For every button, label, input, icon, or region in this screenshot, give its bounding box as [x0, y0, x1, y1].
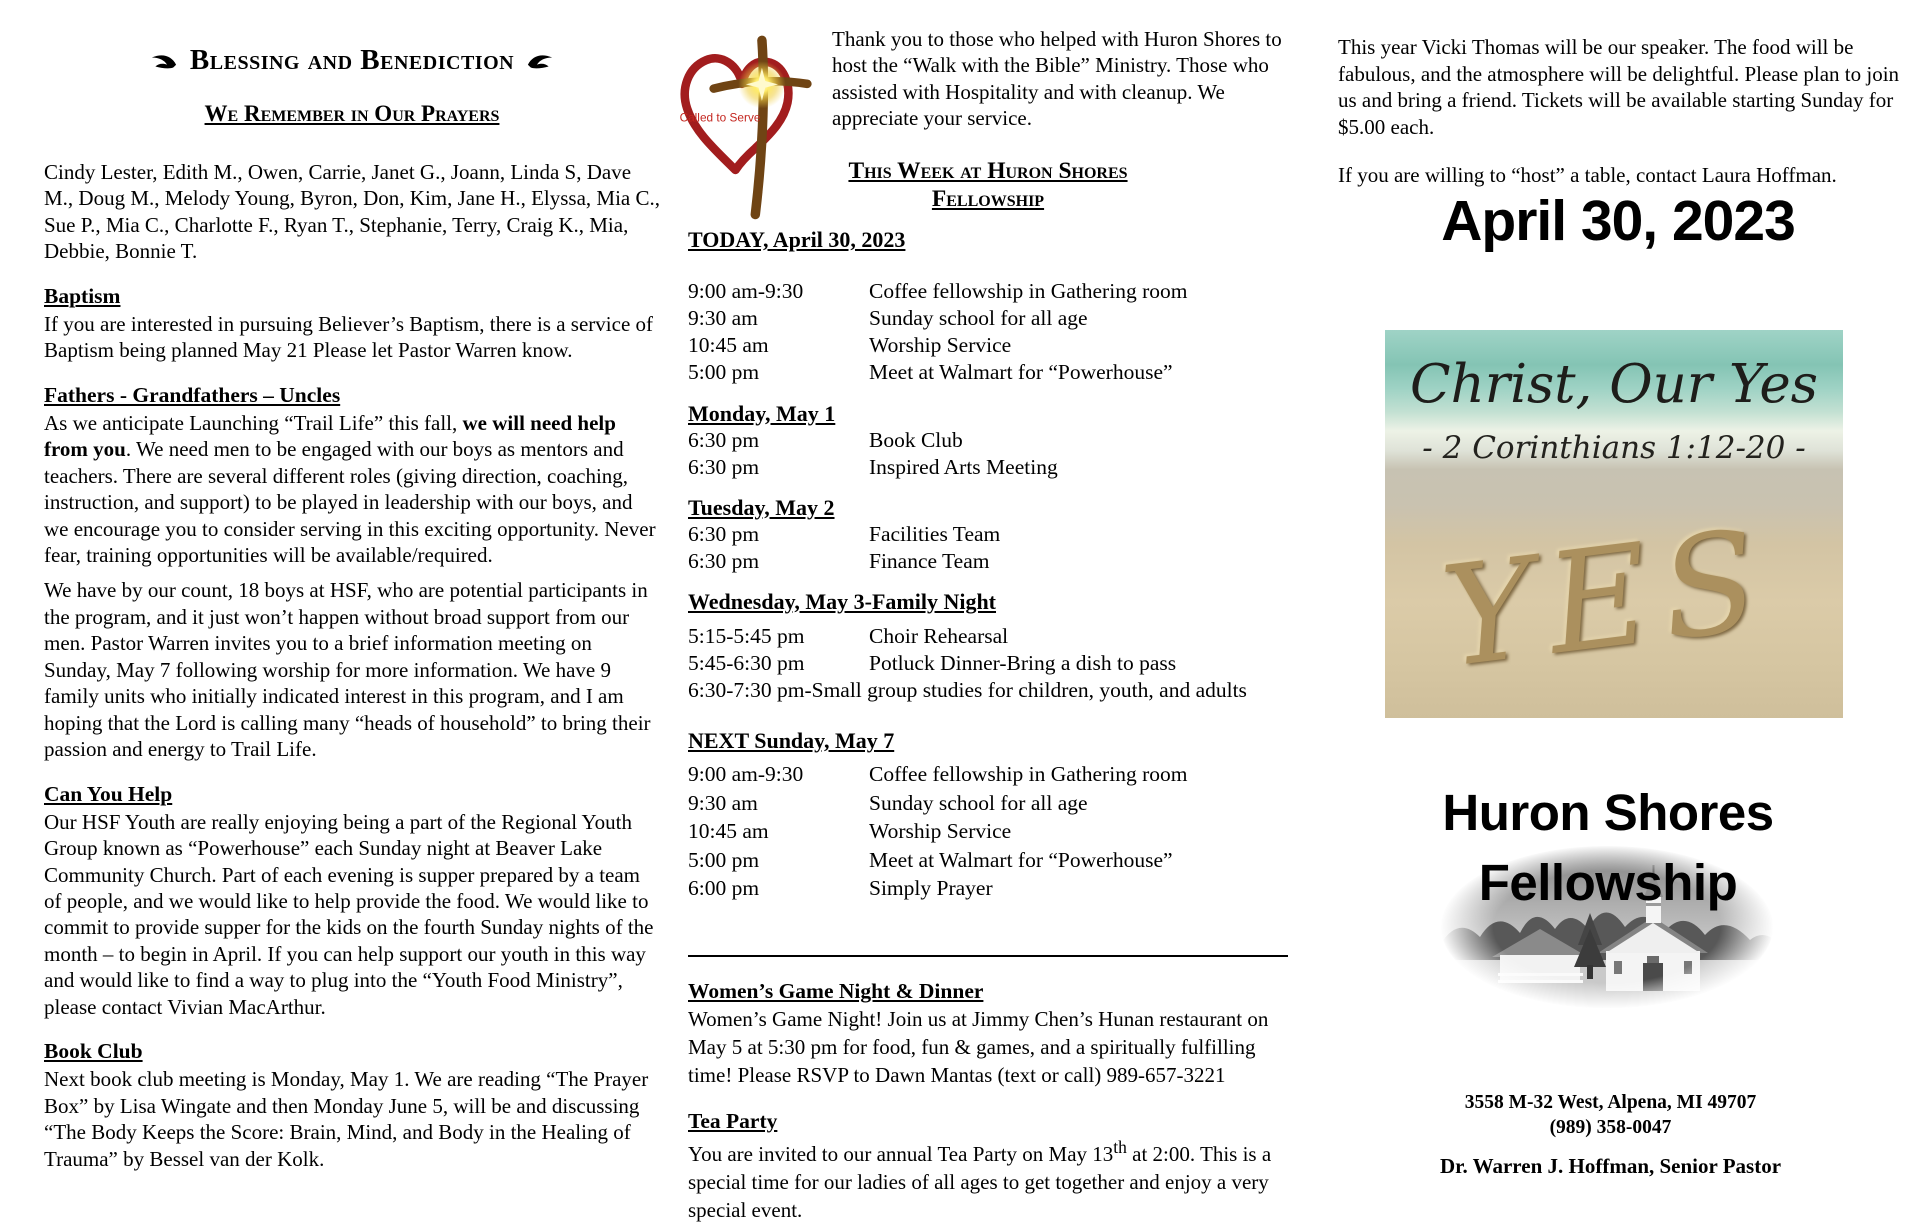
schedule-rows-monday	[688, 427, 1288, 481]
schedule-row	[688, 454, 1288, 481]
book-club-body: Next book club meeting is Monday, May 1. We are reading “The Prayer Box” by Lisa Wingate and then Monday June 5, will be and discussing “The Body Keeps the Score: Brain, Mind, and Body in the Healing of Trauma” by Bessel van der Kolk.	[44, 1067, 649, 1171]
baptism-heading: Baptism	[44, 283, 121, 308]
womens-game-night-body: Women’s Game Night! Join us at Jimmy Chen’s Hunan restaurant on May 5 at 5:30 pm for food, fun & games, and a spiritually fulfilling time! Please RSVP to Dawn Mantas (text or call) 989-657-3221	[688, 1007, 1269, 1087]
schedule-row	[688, 332, 1288, 359]
fathers-text-after: . We need men to be engaged with our boys as mentors and teachers. There are several different roles (giving direction, coaching, instruction, and support) to be played in leadership with our boys, and we encourage you to consider serving in this exciting opportunity. Never fear, training opportunities will be available/required.	[44, 437, 656, 567]
schedule-row	[688, 623, 1288, 650]
this-week-line1: This Week at Huron Shores	[848, 157, 1128, 184]
schedule-section-today	[688, 227, 1288, 386]
schedule-row	[688, 760, 1288, 789]
event-time: 6:30 pm	[688, 521, 760, 546]
beach-title: Christ, Our Yes	[1410, 354, 1818, 415]
event-time: 9:30 am	[688, 790, 758, 815]
org-name-block	[1338, 778, 1878, 919]
bulletin-date: April 30, 2023	[1441, 189, 1795, 253]
church-address	[1338, 1090, 1883, 1141]
event-time: 6:30 pm	[688, 454, 760, 479]
event-time: 6:00 pm	[688, 876, 760, 901]
called-to-serve-logo	[672, 28, 814, 224]
event-description: Potluck Dinner-Bring a dish to pass	[869, 650, 1177, 675]
center-header	[679, 26, 1288, 132]
small-group-studies-line: 6:30-7:30 pm-Small group studies for children, youth, and adults	[688, 678, 1247, 703]
schedule-row	[688, 789, 1288, 818]
baptism-body: If you are interested in pursuing Believer’s Baptism, there is a service of Baptism being planned May 21 Please let Pastor Warren know.	[44, 311, 654, 363]
floral-flourish-icon	[150, 52, 177, 72]
schedule-row	[688, 650, 1288, 677]
host-table-note: If you are willing to “host” a table, contact Laura Hoffman.	[1338, 163, 1837, 187]
org-name-line1: Huron Shores	[1442, 784, 1774, 841]
schedule-row	[688, 846, 1288, 875]
schedule-rows-next-sunday	[688, 760, 1288, 903]
tea-party-text-after: at 2:00. This is a special time for our ladies of all ages to get together and enjoy a very special event.	[688, 1141, 1272, 1222]
logo-caption: Called to Serve	[679, 110, 761, 125]
tea-party-body	[688, 1136, 1288, 1225]
speaker-announcement: This year Vicki Thomas will be our speaker. The food will be fabulous, and the atmosphere will be delightful. Please plan to join us and bring a friend. Tickets will be available starting Sunday for $5.00 each.	[1338, 35, 1900, 139]
floral-flourish-icon	[527, 52, 554, 72]
event-description: Simply Prayer	[869, 876, 993, 901]
address-line1: 3558 M-32 West, Alpena, MI 49707	[1464, 1092, 1757, 1113]
event-time: 10:45 am	[688, 333, 769, 358]
event-time: 5:45-6:30 pm	[688, 650, 805, 675]
book-club-heading: Book Club	[44, 1039, 143, 1064]
section-divider	[688, 955, 1288, 957]
day-heading-wednesday: Wednesday, May 3-Family Night	[688, 588, 997, 614]
blessing-benediction-text: Blessing and Benediction	[189, 44, 515, 76]
prayer-list: Cindy Lester, Edith M., Owen, Carrie, Janet G., Joann, Linda S, Dave M., Doug M., Melody Young, Byron, Don, Kim, Jane H., Elyssa, Mia C., Sue P., Mia C., Charlotte F., Ryan T., Stephanie, Terry, Craig K., Mia, Debbie, Bonnie T.	[44, 160, 661, 264]
event-description: Choir Rehearsal	[869, 623, 1009, 648]
right-panel	[1338, 30, 1916, 1206]
event-description: Book Club	[869, 427, 963, 452]
fathers-bold-phrase: we will need help from you	[44, 410, 616, 462]
address-line2: (989) 358-0047	[1549, 1117, 1672, 1139]
event-description: Facilities Team	[869, 521, 1001, 546]
fathers-heading: Fathers - Grandfathers – Uncles	[44, 382, 341, 407]
schedule-section-monday	[688, 401, 1288, 481]
org-name-line2: Fellowship	[1478, 854, 1738, 912]
fathers-text-before: As we anticipate Launching “Trail Life” this fall,	[44, 410, 463, 435]
event-time: 5:00 pm	[688, 360, 760, 385]
heart-cross-icon	[672, 28, 814, 224]
tea-party-heading: Tea Party	[688, 1108, 778, 1133]
event-time: 9:00 am-9:30	[688, 762, 804, 787]
event-time: 5:00 pm	[688, 847, 760, 872]
schedule-rows-tuesday	[688, 521, 1288, 575]
event-description: Coffee fellowship in Gathering room	[869, 762, 1188, 787]
day-heading-next-sunday: NEXT Sunday, May 7	[688, 728, 895, 754]
schedule-row	[688, 305, 1288, 332]
fathers-paragraph-1	[44, 410, 660, 569]
event-description: Meet at Walmart for “Powerhouse”	[869, 360, 1173, 385]
sand-word: YES	[1434, 498, 1780, 699]
this-week-line2: Fellowship	[931, 185, 1045, 212]
event-time: 9:00 am-9:30	[688, 279, 804, 304]
womens-game-night-heading: Women’s Game Night & Dinner	[688, 979, 984, 1004]
event-time: 6:30 pm	[688, 548, 760, 573]
schedule-rows-today	[688, 278, 1288, 386]
schedule-section-next-sunday	[688, 728, 1288, 903]
schedule-row	[688, 521, 1288, 548]
blessing-benediction-title	[44, 44, 660, 77]
event-description: Meet at Walmart for “Powerhouse”	[869, 847, 1173, 872]
schedule-row	[688, 427, 1288, 454]
can-you-help-heading: Can You Help	[44, 781, 173, 806]
center-panel	[679, 26, 1288, 1225]
schedule-row	[688, 817, 1288, 846]
event-time: 9:30 am	[688, 306, 758, 331]
thank-you-note: Thank you to those who helped with Huron Shores to host the “Walk with the Bible” Ministry. Those who assisted with Hospitality and with cleanup. We appreciate your service.	[832, 27, 1282, 131]
event-time: 10:45 am	[688, 819, 769, 844]
event-description: Sunday school for all age	[869, 306, 1088, 331]
can-you-help-body: Our HSF Youth are really enjoying being a part of the Regional Youth Group known as “Powerhouse” each Sunday night at Beaver Lake Community Church. Part of each evening is supper prepared by a team of people, and we would like to help provide the food. We would like to commit to provide supper for the kids on the fourth Sunday nights of the month – to begin in April. If you can help support our youth in this way and would like to find a way to plug into the “Youth Food Ministry”, please contact Vivian MacArthur.	[44, 809, 654, 1019]
event-description: Sunday school for all age	[869, 790, 1088, 815]
schedule-section-wednesday	[688, 589, 1288, 704]
left-panel	[44, 44, 660, 1172]
day-heading-today: TODAY, April 30, 2023	[688, 227, 906, 253]
schedule-row	[688, 548, 1288, 575]
event-description: Coffee fellowship in Gathering room	[869, 279, 1188, 304]
event-description: Worship Service	[869, 333, 1012, 358]
event-time: 6:30 pm	[688, 427, 760, 452]
event-description: Finance Team	[869, 548, 990, 573]
beach-graphic	[1385, 330, 1843, 718]
beach-verse: - 2 Corinthians 1:12-20 -	[1422, 430, 1806, 466]
fathers-paragraph-2: We have by our count, 18 boys at HSF, who are potential participants in the program, and it just won’t happen without broad support from our men. Pastor Warren invites you to a brief information meeting on Sunday, May 7 following worship for more information. We have 9 family units who initially indicated interest in this program, and I am hoping that the Lord is calling many “heads of household” to bring their passion and energy to Trail Life.	[44, 578, 651, 762]
tea-party-text-before: You are invited to our annual Tea Party on May 13	[688, 1141, 1114, 1166]
day-heading-monday: Monday, May 1	[688, 400, 836, 426]
schedule-rows-wednesday	[688, 623, 1288, 677]
prayers-heading: We Remember in Our Prayers	[204, 101, 500, 126]
schedule-row	[688, 874, 1288, 903]
day-heading-tuesday: Tuesday, May 2	[688, 494, 835, 520]
schedule-row	[688, 278, 1288, 305]
schedule-section-tuesday	[688, 495, 1288, 575]
tea-party-ordinal: th	[1113, 1136, 1127, 1157]
event-description: Worship Service	[869, 819, 1012, 844]
event-description: Inspired Arts Meeting	[869, 454, 1058, 479]
pastor-name: Dr. Warren J. Hoffman, Senior Pastor	[1439, 1154, 1782, 1178]
schedule-row	[688, 359, 1288, 386]
event-time: 5:15-5:45 pm	[688, 623, 805, 648]
